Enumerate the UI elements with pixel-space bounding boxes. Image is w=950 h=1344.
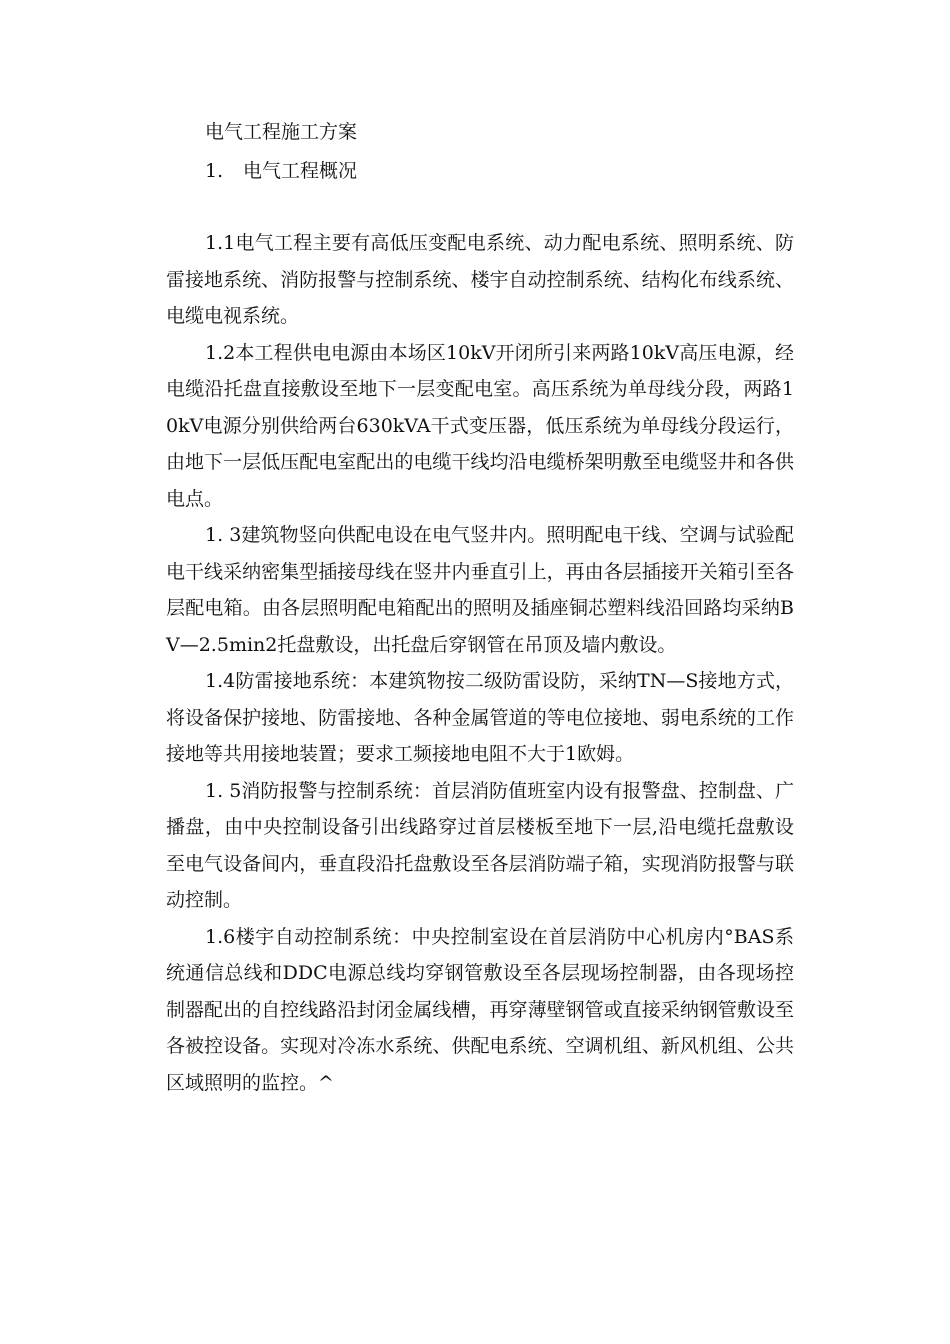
document-title: 电气工程施工方案	[205, 121, 358, 143]
section-heading-text: 电气工程概况	[243, 160, 358, 182]
paragraph-1-2: 1.2本工程供电电源由本场区10kV开闭所引来两路10kV高压电源，经电缆沿托盘直接敷设至地下一层变配电室。高压系统为单母线分段，两路10kV电源分别供给两台630kVA干式变压器，低压系统为单母线分段运行，由地下一层低压配电室配出的电缆干线均沿电缆桥架明敷至电缆竖井和各供电点。	[166, 341, 794, 510]
paragraph-1-5: 1. 5消防报警与控制系统：首层消防值班室内设有报警盘、控制盘、广播盘，由中央控制设备引出线路穿过首层楼板至地下一层,沿电缆托盘敷设至电气设备间内，垂直段沿托盘敷设至各层消防端子箱，实现消防报警与联动控制。	[166, 779, 794, 911]
paragraph-1-4: 1.4防雷接地系统：本建筑物按二级防雷设防，采纳TN—S接地方式，将设备保护接地、防雷接地、各种金属管道的等电位接地、弱电系统的工作接地等共用接地装置；要求工频接地电阻不大于1欧姆。	[166, 670, 794, 765]
paragraph-1-6: 1.6楼宇自动控制系统：中央控制室设在首层消防中心机房内°BAS系统通信总线和DDC电源总线均穿钢管敷设至各层现场控制器，由各现场控制器配出的自控线路沿封闭金属线槽，再穿薄壁钢管或直接采纳钢管敷设至各被控设备。实现对冷冻水系统、供配电系统、空调机组、新风机组、公共区域照明的监控。^	[166, 925, 794, 1094]
paragraph-1-3: 1. 3建筑物竖向供配电设在电气竖井内。照明配电干线、空调与试验配电干线采纳密集型插接母线在竖井内垂直引上，再由各层插接开关箱引至各层配电箱。由各层照明配电箱配出的照明及插座铜芯塑料线沿回路均采纳BV—2.5min2托盘敷设，出托盘后穿钢管在吊顶及墙内敷设。	[166, 524, 794, 656]
body-text	[166, 225, 794, 1101]
section-number: 1.	[205, 160, 224, 182]
section-heading	[205, 157, 357, 185]
paragraph-1-1: 1.1电气工程主要有高低压变配电系统、动力配电系统、照明系统、防雷接地系统、消防报警与控制系统、楼宇自动控制系统、结构化布线系统、电缆电视系统。	[166, 232, 794, 327]
